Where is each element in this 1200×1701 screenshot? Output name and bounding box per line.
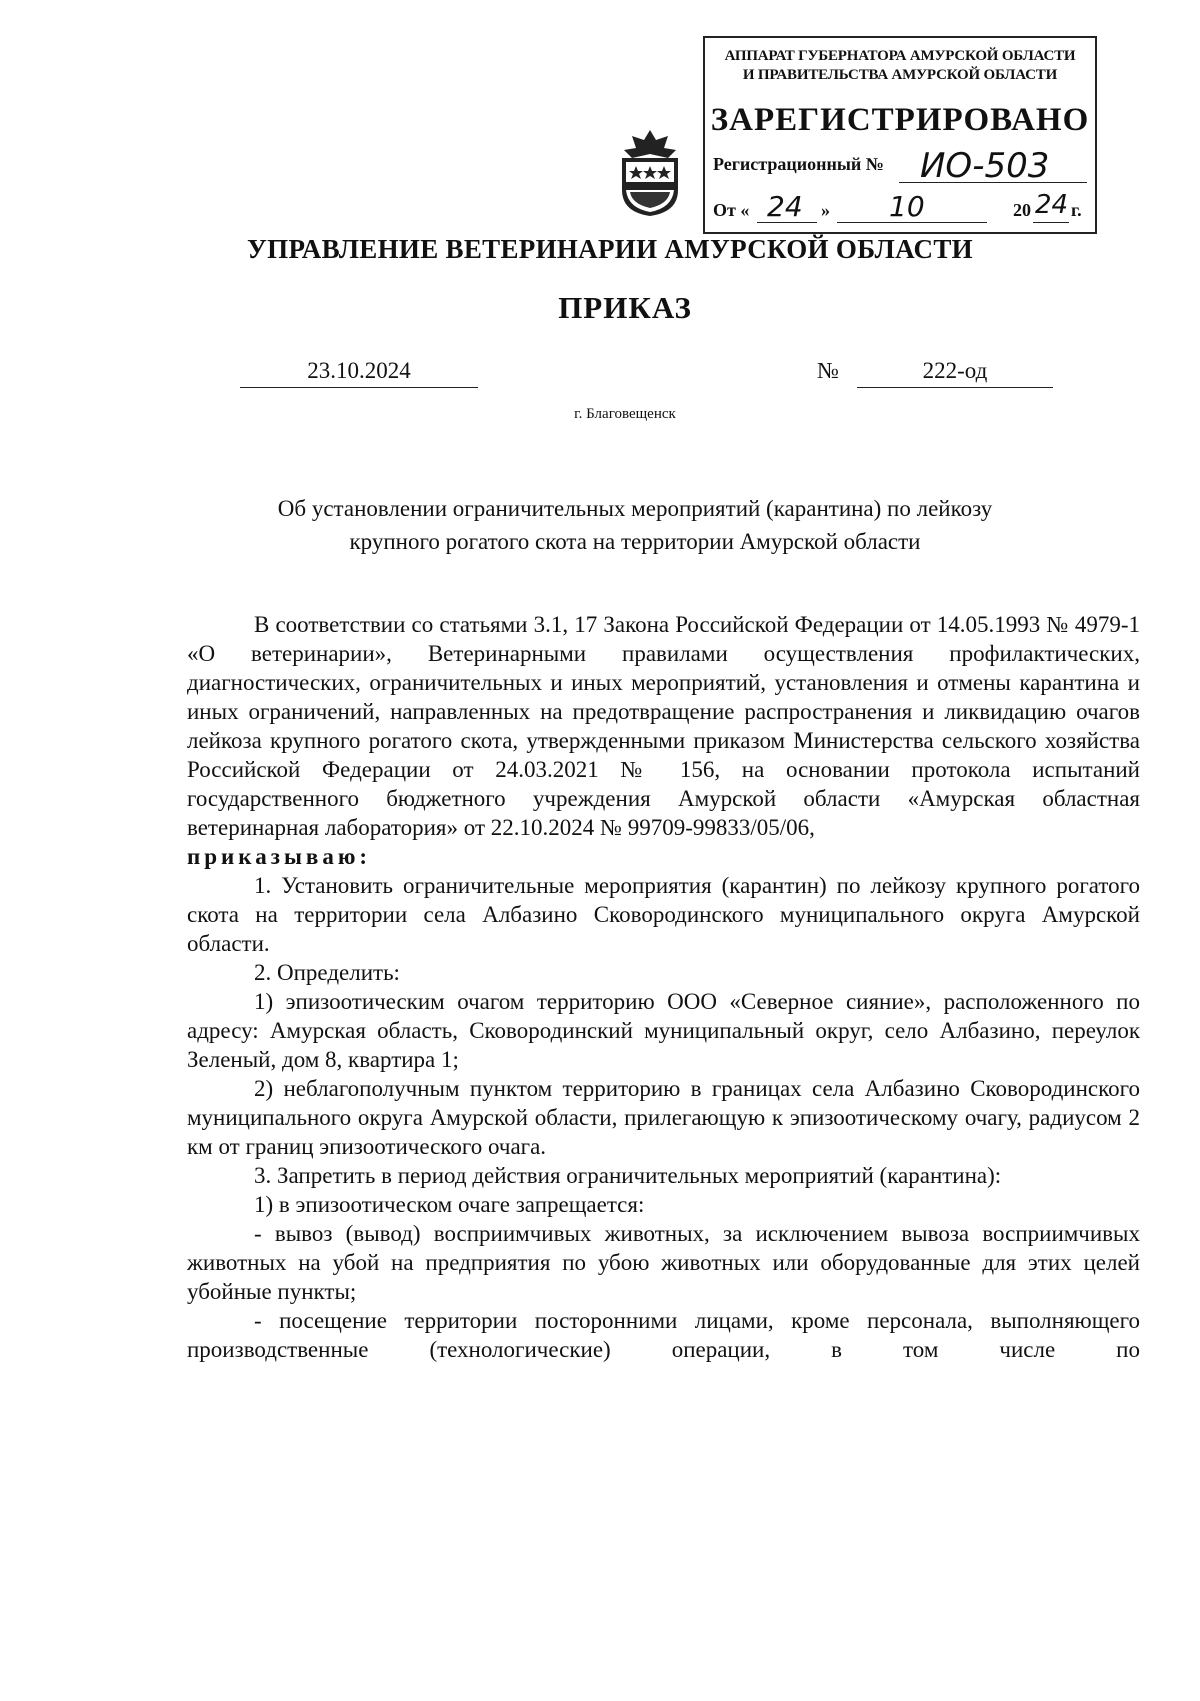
stamp-reg-label: Регистрационный № bbox=[713, 154, 884, 174]
stamp-registration-row bbox=[713, 146, 1093, 186]
stamp-date-month: 10 bbox=[889, 190, 925, 223]
stamp-reg-number: ИО-503 bbox=[920, 146, 1050, 186]
stamp-year-line bbox=[1033, 222, 1069, 223]
registration-stamp bbox=[703, 36, 1097, 234]
stamp-title: ЗАРЕГИСТРИРОВАНО bbox=[710, 102, 1090, 138]
order-date: 23.10.2024 bbox=[240, 358, 478, 388]
agency-name: УПРАВЛЕНИЕ ВЕТЕРИНАРИИ АМУРСКОЙ ОБЛАСТИ bbox=[247, 234, 973, 264]
document-type: ПРИКАЗ bbox=[558, 290, 692, 325]
order-subject bbox=[205, 492, 1065, 558]
item-1: 1. Установить ограничительные мероприятия (карантин) по лейкозу крупного рогатого скота на территории села Албазино Сковородинского муниципального округа Амурской области. bbox=[187, 873, 1140, 956]
item-3-1: 1) в эпизоотическом очаге запрещается: bbox=[254, 1192, 645, 1217]
item-3-1-b: - посещение территории посторонними лицами, кроме персонала, выполняющего производственные (технологические) операции, в том числе по bbox=[187, 1308, 1140, 1362]
stamp-year-prefix: 20 bbox=[1013, 200, 1031, 220]
stamp-date-mid: » bbox=[821, 200, 830, 220]
item-2-1: 1) эпизоотическим очагом территорию ООО «Северное сияние», расположенного по адресу: Амурская область, Сковородинский муниципальный округ, село Албазино, переулок Зеленый, дом 8, квартира 1; bbox=[187, 989, 1140, 1072]
item-3-1-a: - вывоз (вывод) восприимчивых животных, за исключением вывоза восприимчивых животных на убой на предприятия по убою животных или оборудованные для этих целей убойные пункты; bbox=[187, 1221, 1140, 1304]
stamp-date-prefix: От « bbox=[713, 200, 750, 220]
item-2-2: 2) неблагополучным пунктом территорию в границах села Албазино Сковородинского муниципального округа Амурской области, прилегающую к эпизоотическому очагу, радиусом 2 км от границ эпизоотического очага. bbox=[187, 1076, 1140, 1159]
coat-of-arms-icon bbox=[616, 128, 684, 218]
item-3: 3. Запретить в период действия ограничительных мероприятий (карантина): bbox=[254, 1163, 1002, 1188]
subject-line-2: крупного рогатого скота на территории Амурской области bbox=[349, 529, 921, 554]
stamp-date-day: 24 bbox=[767, 190, 803, 223]
subject-line-1: Об установлении ограничительных мероприятий (карантина) по лейкозу bbox=[277, 496, 993, 521]
item-2: 2. Определить: bbox=[254, 960, 400, 985]
order-body bbox=[187, 610, 1140, 1364]
city: г. Благовещенск bbox=[574, 406, 676, 422]
stamp-organization: АППАРАТ ГУБЕРНАТОРА АМУРСКОЙ ОБЛАСТИ И ПРАВИТЕЛЬСТВА АМУРСКОЙ ОБЛАСТИ bbox=[724, 48, 1076, 83]
stamp-date-row bbox=[713, 190, 1093, 223]
number-sign: № bbox=[817, 358, 839, 383]
stamp-date-suffix: г. bbox=[1071, 200, 1082, 220]
stamp-year-suffix: 24 bbox=[1035, 190, 1069, 220]
order-word: приказываю: bbox=[187, 844, 372, 869]
preamble-paragraph: В соответствии со статьями 3.1, 17 Закона Российской Федерации от 14.05.1993 № 4979-1 «О ветеринарии», Ветеринарными правилами осуществления профилактических, диагностических, ограничительных и иных мероприятий, установления и отмены карантина и иных ограничений, направленных на предотвращение распространения и ликвидацию очагов лейкоза крупного рогатого скота, утвержденными приказом Министерства сельского хозяйства Российской Федерации от 24.03.2021 № 156, на основании протокола испытаний государственного бюджетного учреждения Амурской области «Амурская областная ветеринарная лаборатория» от 22.10.2024 № 99709-99833/05/06, bbox=[187, 612, 1140, 840]
order-number: 222-од bbox=[857, 358, 1053, 388]
